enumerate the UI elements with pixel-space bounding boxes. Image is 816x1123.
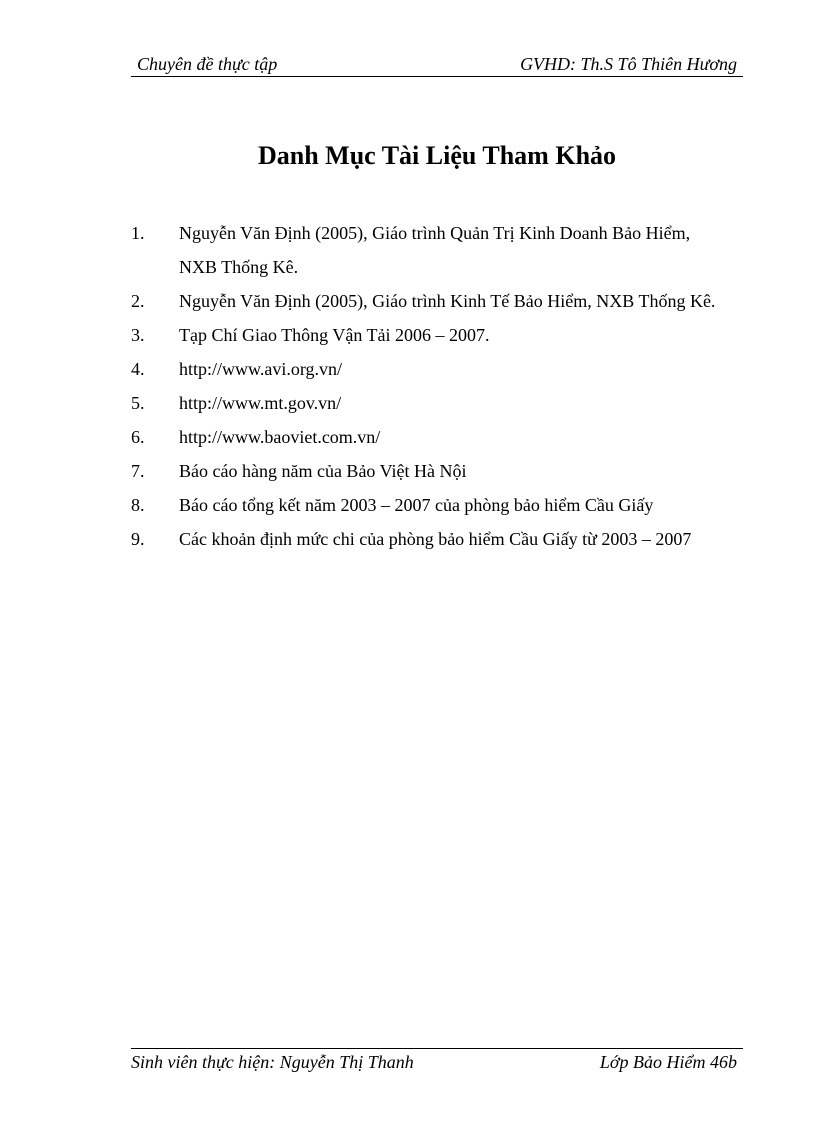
reference-number: 1. bbox=[131, 223, 145, 243]
footer-student-label: Sinh viên thực hiện: Nguyễn Thị Thanh bbox=[131, 1052, 414, 1072]
reference-item bbox=[131, 318, 731, 352]
reference-link: http://www.avi.org.vn/ bbox=[179, 359, 342, 379]
reference-text: Báo cáo tổng kết năm 2003 – 2007 của phòng bảo hiểm Cầu Giấy bbox=[179, 495, 654, 515]
page-header bbox=[131, 52, 743, 77]
reference-text: Báo cáo hàng năm của Bảo Việt Hà Nội bbox=[179, 461, 467, 481]
reference-item bbox=[131, 216, 731, 284]
reference-item bbox=[131, 352, 731, 386]
reference-item bbox=[131, 420, 731, 454]
reference-item bbox=[131, 454, 731, 488]
reference-number: 7. bbox=[131, 461, 145, 481]
reference-number: 8. bbox=[131, 495, 145, 515]
reference-list bbox=[131, 216, 731, 556]
reference-link: http://www.baoviet.com.vn/ bbox=[179, 427, 381, 447]
reference-link: http://www.mt.gov.vn/ bbox=[179, 393, 342, 413]
reference-number: 3. bbox=[131, 325, 145, 345]
page-title: Danh Mục Tài Liệu Tham Khảo bbox=[257, 141, 617, 170]
reference-item bbox=[131, 386, 731, 420]
reference-number: 6. bbox=[131, 427, 145, 447]
reference-item bbox=[131, 488, 731, 522]
reference-text: Nguyễn Văn Định (2005), Giáo trình Quản Trị Kinh Doanh Bảo Hiểm, NXB Thống Kê. bbox=[179, 223, 691, 277]
reference-number: 4. bbox=[131, 359, 145, 379]
reference-number: 9. bbox=[131, 529, 145, 549]
reference-text: Tạp Chí Giao Thông Vận Tải 2006 – 2007. bbox=[179, 325, 490, 345]
header-course-label: Chuyên đề thực tập bbox=[137, 54, 278, 74]
reference-item bbox=[131, 522, 731, 556]
reference-item bbox=[131, 284, 731, 318]
page-footer bbox=[131, 1048, 743, 1075]
header-advisor-label: GVHD: Th.S Tô Thiên Hương bbox=[520, 54, 737, 74]
reference-number: 2. bbox=[131, 291, 145, 311]
reference-number: 5. bbox=[131, 393, 145, 413]
reference-text: Các khoản định mức chi của phòng bảo hiểm Cầu Giấy từ 2003 – 2007 bbox=[179, 529, 692, 549]
reference-text: Nguyễn Văn Định (2005), Giáo trình Kinh Tế Bảo Hiểm, NXB Thống Kê. bbox=[179, 291, 716, 311]
footer-class-label: Lớp Bảo Hiểm 46b bbox=[599, 1052, 737, 1072]
